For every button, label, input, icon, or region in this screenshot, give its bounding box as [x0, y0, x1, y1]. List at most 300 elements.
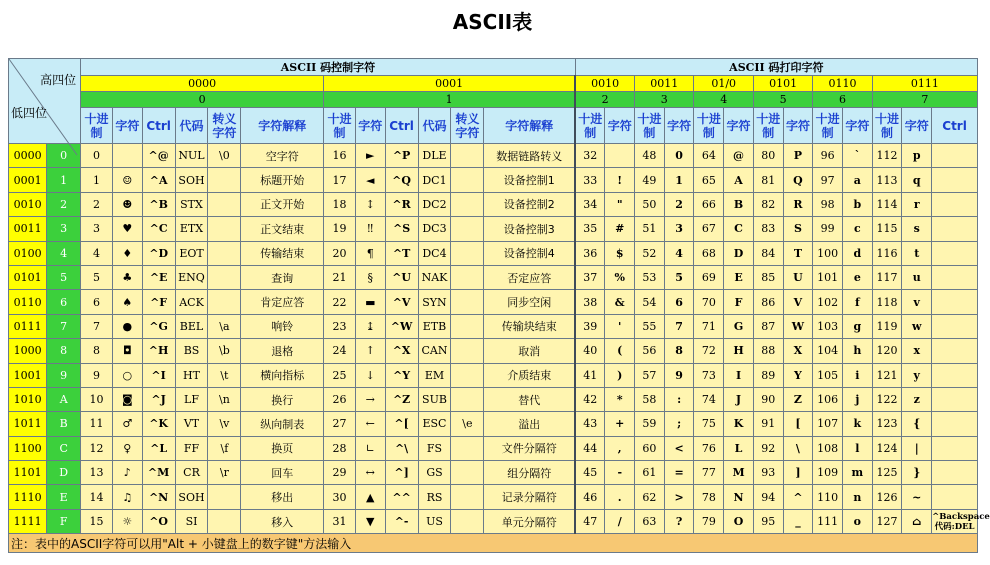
- row-hex-label: B: [47, 412, 81, 436]
- table-row: [9, 339, 978, 363]
- cell-dec: 66: [694, 192, 724, 216]
- cell-char: ↔: [355, 461, 385, 485]
- cell-char: e: [843, 265, 873, 289]
- cell-code: DC2: [418, 192, 451, 216]
- cell-char: ): [605, 363, 635, 387]
- cell-dec: 101: [813, 265, 843, 289]
- cell-dec: 100: [813, 241, 843, 265]
- cell-char: 2: [664, 192, 694, 216]
- cell-code: ESC: [418, 412, 451, 436]
- cell-ctrl: ^Backspace 代码:DEL: [932, 509, 978, 533]
- cell-ctrl: ^J: [142, 387, 175, 411]
- cell-char: a: [843, 168, 873, 192]
- cell-ctrl: ^G: [142, 314, 175, 338]
- cell-escape: [208, 265, 241, 289]
- cell-code: ETB: [418, 314, 451, 338]
- cell-dec: 14: [81, 485, 113, 509]
- row-hex-label: 6: [47, 290, 81, 314]
- cell-dec: 11: [81, 412, 113, 436]
- table-corner-header: [9, 59, 81, 144]
- cell-char: z: [902, 387, 932, 411]
- ascii-table: [8, 58, 990, 553]
- cell-escape: \n: [208, 387, 241, 411]
- cell-dec: 92: [753, 436, 783, 460]
- cell-char: &: [605, 290, 635, 314]
- col-header-char: 字符: [112, 108, 142, 144]
- cell-dec: 49: [635, 168, 665, 192]
- dec-group-header: 3: [635, 92, 694, 108]
- row-binary-label: 1110: [9, 485, 47, 509]
- cell-char: 7: [664, 314, 694, 338]
- cell-char: ☻: [112, 192, 142, 216]
- cell-dec: 35: [575, 217, 605, 241]
- cell-dec: 99: [813, 217, 843, 241]
- cell-char: y: [902, 363, 932, 387]
- cell-dec: 43: [575, 412, 605, 436]
- cell-dec: 63: [635, 509, 665, 533]
- cell-char: =: [664, 461, 694, 485]
- row-hex-label: E: [47, 485, 81, 509]
- cell-char: +: [605, 412, 635, 436]
- cell-dec: 55: [635, 314, 665, 338]
- cell-escape: [451, 265, 484, 289]
- dec-group-header: 2: [575, 92, 634, 108]
- cell-char: ▬: [355, 290, 385, 314]
- cell-char: Q: [783, 168, 813, 192]
- cell-char: j: [843, 387, 873, 411]
- row-binary-label: 1000: [9, 339, 47, 363]
- cell-dec: 74: [694, 387, 724, 411]
- cell-escape: [451, 485, 484, 509]
- cell-code: ETX: [175, 217, 208, 241]
- cell-escape: [451, 217, 484, 241]
- cell-ctrl: ^Y: [385, 363, 418, 387]
- col-header-ctrl: Ctrl: [932, 108, 978, 144]
- cell-char: K: [724, 412, 754, 436]
- col-header-dec: 十进制: [694, 108, 724, 144]
- cell-dec: 45: [575, 461, 605, 485]
- cell-dec: 44: [575, 436, 605, 460]
- cell-desc: 传输块结束: [484, 314, 575, 338]
- cell-escape: \r: [208, 461, 241, 485]
- cell-dec: 47: [575, 509, 605, 533]
- cell-code: DC4: [418, 241, 451, 265]
- cell-dec: 54: [635, 290, 665, 314]
- cell-char: 6: [664, 290, 694, 314]
- cell-desc: 否定应答: [484, 265, 575, 289]
- cell-dec: 3: [81, 217, 113, 241]
- cell-desc: 设备控制2: [484, 192, 575, 216]
- cell-escape: [451, 241, 484, 265]
- cell-ctrl: ^X: [385, 339, 418, 363]
- cell-dec: 8: [81, 339, 113, 363]
- cell-char: N: [724, 485, 754, 509]
- cell-escape: [451, 387, 484, 411]
- cell-char: ~: [902, 485, 932, 509]
- cell-dec: 94: [753, 485, 783, 509]
- cell-ctrl: ^\: [385, 436, 418, 460]
- cell-ctrl: ^U: [385, 265, 418, 289]
- cell-dec: 70: [694, 290, 724, 314]
- cell-dec: 127: [872, 509, 902, 533]
- cell-char: V: [783, 290, 813, 314]
- cell-desc: 记录分隔符: [484, 485, 575, 509]
- cell-char: P: [783, 144, 813, 168]
- row-binary-label: 0011: [9, 217, 47, 241]
- cell-dec: 52: [635, 241, 665, 265]
- cell-escape: \0: [208, 144, 241, 168]
- cell-char: n: [843, 485, 873, 509]
- footnote: 注：表中的ASCII字符可以用"Alt + 小键盘上的数字键"方法输入: [9, 534, 978, 553]
- cell-code: SOH: [175, 485, 208, 509]
- cell-code: EOT: [175, 241, 208, 265]
- col-header-dec: 十进制: [753, 108, 783, 144]
- cell-dec: 88: [753, 339, 783, 363]
- hex-group-header: 0010: [575, 76, 634, 92]
- cell-dec: 31: [324, 509, 356, 533]
- row-hex-label: 3: [47, 217, 81, 241]
- cell-ctrl: ^C: [142, 217, 175, 241]
- cell-char: (: [605, 339, 635, 363]
- cell-escape: [451, 461, 484, 485]
- cell-desc: 退格: [241, 339, 324, 363]
- cell-char: -: [605, 461, 635, 485]
- cell-dec: 84: [753, 241, 783, 265]
- row-hex-label: 9: [47, 363, 81, 387]
- table-row: [9, 144, 978, 168]
- cell-char: r: [902, 192, 932, 216]
- cell-char: [: [783, 412, 813, 436]
- cell-desc: 移入: [241, 509, 324, 533]
- row-binary-label: 0111: [9, 314, 47, 338]
- row-binary-label: 0110: [9, 290, 47, 314]
- group-header-printable: ASCII 码打印字符: [575, 59, 977, 76]
- cell-code: DC1: [418, 168, 451, 192]
- cell-code: VT: [175, 412, 208, 436]
- cell-char: ☺: [112, 168, 142, 192]
- cell-escape: [208, 217, 241, 241]
- cell-desc: 正文结束: [241, 217, 324, 241]
- cell-desc: 数据链路转义: [484, 144, 575, 168]
- cell-escape: [451, 314, 484, 338]
- cell-char: B: [724, 192, 754, 216]
- cell-ctrl: ^B: [142, 192, 175, 216]
- row-binary-label: 0010: [9, 192, 47, 216]
- cell-dec: 29: [324, 461, 356, 485]
- cell-dec: 111: [813, 509, 843, 533]
- cell-dec: 15: [81, 509, 113, 533]
- cell-char: T: [783, 241, 813, 265]
- cell-char: ▼: [355, 509, 385, 533]
- cell-dec: 122: [872, 387, 902, 411]
- col-header-char: 字符: [724, 108, 754, 144]
- cell-char: !: [605, 168, 635, 192]
- cell-dec: 39: [575, 314, 605, 338]
- hex-group-header: 0101: [753, 76, 812, 92]
- cell-char: %: [605, 265, 635, 289]
- cell-ctrl: ^Z: [385, 387, 418, 411]
- cell-char: [605, 144, 635, 168]
- cell-dec: 72: [694, 339, 724, 363]
- table-row: [9, 217, 978, 241]
- cell-escape: [451, 339, 484, 363]
- cell-ctrl: ^A: [142, 168, 175, 192]
- cell-ctrl: ^T: [385, 241, 418, 265]
- table-row: [9, 412, 978, 436]
- cell-dec: 105: [813, 363, 843, 387]
- cell-ctrl: ^V: [385, 290, 418, 314]
- cell-char: ←: [355, 412, 385, 436]
- cell-ctrl: [932, 217, 978, 241]
- table-row: [9, 192, 978, 216]
- cell-dec: 13: [81, 461, 113, 485]
- cell-dec: 81: [753, 168, 783, 192]
- col-header-dec: 十进制: [872, 108, 902, 144]
- cell-char: 1: [664, 168, 694, 192]
- cell-ctrl: [932, 192, 978, 216]
- col-header-ctrl: Ctrl: [385, 108, 418, 144]
- cell-dec: 97: [813, 168, 843, 192]
- cell-char: L: [724, 436, 754, 460]
- table-row: [9, 485, 978, 509]
- cell-char: H: [724, 339, 754, 363]
- cell-char: F: [724, 290, 754, 314]
- cell-ctrl: [932, 339, 978, 363]
- cell-escape: [451, 168, 484, 192]
- cell-char: c: [843, 217, 873, 241]
- cell-desc: 换行: [241, 387, 324, 411]
- cell-dec: 24: [324, 339, 356, 363]
- cell-char: D: [724, 241, 754, 265]
- cell-char: R: [783, 192, 813, 216]
- cell-dec: 123: [872, 412, 902, 436]
- cell-char: f: [843, 290, 873, 314]
- cell-escape: \b: [208, 339, 241, 363]
- cell-code: SUB: [418, 387, 451, 411]
- cell-char: >: [664, 485, 694, 509]
- cell-dec: 61: [635, 461, 665, 485]
- cell-dec: 68: [694, 241, 724, 265]
- cell-char: _: [783, 509, 813, 533]
- col-header-escape: 转义字符: [208, 108, 241, 144]
- row-hex-label: 8: [47, 339, 81, 363]
- cell-dec: 7: [81, 314, 113, 338]
- cell-dec: 25: [324, 363, 356, 387]
- cell-char: i: [843, 363, 873, 387]
- dec-group-header: 5: [753, 92, 812, 108]
- cell-ctrl: [932, 241, 978, 265]
- cell-char: ♠: [112, 290, 142, 314]
- cell-char: ↕: [355, 192, 385, 216]
- cell-dec: 20: [324, 241, 356, 265]
- cell-dec: 124: [872, 436, 902, 460]
- table-row: [9, 509, 978, 533]
- cell-char: |: [902, 436, 932, 460]
- cell-dec: 34: [575, 192, 605, 216]
- cell-code: FS: [418, 436, 451, 460]
- col-header-char: 字符: [902, 108, 932, 144]
- cell-dec: 32: [575, 144, 605, 168]
- cell-char: 9: [664, 363, 694, 387]
- row-binary-label: 1010: [9, 387, 47, 411]
- cell-dec: 118: [872, 290, 902, 314]
- cell-ctrl: ^S: [385, 217, 418, 241]
- cell-char: `: [843, 144, 873, 168]
- cell-char: <: [664, 436, 694, 460]
- col-header-dec: 十进制: [635, 108, 665, 144]
- cell-dec: 33: [575, 168, 605, 192]
- table-row: [9, 290, 978, 314]
- table-row: [9, 387, 978, 411]
- cell-char: ♪: [112, 461, 142, 485]
- cell-ctrl: ^@: [142, 144, 175, 168]
- cell-char: p: [902, 144, 932, 168]
- row-binary-label: 1100: [9, 436, 47, 460]
- cell-dec: 6: [81, 290, 113, 314]
- cell-dec: 64: [694, 144, 724, 168]
- cell-desc: 单元分隔符: [484, 509, 575, 533]
- col-header-code: 代码: [418, 108, 451, 144]
- cell-desc: 介质结束: [484, 363, 575, 387]
- cell-char: v: [902, 290, 932, 314]
- cell-dec: 62: [635, 485, 665, 509]
- cell-dec: 107: [813, 412, 843, 436]
- cell-dec: 103: [813, 314, 843, 338]
- cell-code: BS: [175, 339, 208, 363]
- cell-ctrl: ^F: [142, 290, 175, 314]
- cell-ctrl: ^H: [142, 339, 175, 363]
- cell-char: ': [605, 314, 635, 338]
- cell-desc: 回车: [241, 461, 324, 485]
- high-nibble-label: 高四位: [40, 73, 77, 87]
- cell-ctrl: ^P: [385, 144, 418, 168]
- cell-dec: 80: [753, 144, 783, 168]
- row-hex-label: 7: [47, 314, 81, 338]
- cell-desc: 传输结束: [241, 241, 324, 265]
- cell-desc: 设备控制4: [484, 241, 575, 265]
- cell-ctrl: ^D: [142, 241, 175, 265]
- cell-escape: [208, 168, 241, 192]
- cell-dec: 58: [635, 387, 665, 411]
- cell-char: ☼: [112, 509, 142, 533]
- cell-char: E: [724, 265, 754, 289]
- col-header-dec: 十进制: [813, 108, 843, 144]
- row-binary-label: 0101: [9, 265, 47, 289]
- cell-code: ENQ: [175, 265, 208, 289]
- cell-dec: 110: [813, 485, 843, 509]
- cell-dec: 114: [872, 192, 902, 216]
- cell-char: h: [843, 339, 873, 363]
- cell-char: X: [783, 339, 813, 363]
- cell-dec: 115: [872, 217, 902, 241]
- row-hex-label: 1: [47, 168, 81, 192]
- cell-code: EM: [418, 363, 451, 387]
- cell-char: U: [783, 265, 813, 289]
- row-hex-label: 2: [47, 192, 81, 216]
- row-hex-label: 4: [47, 241, 81, 265]
- cell-dec: 46: [575, 485, 605, 509]
- cell-char: ⌂: [902, 509, 932, 533]
- cell-dec: 83: [753, 217, 783, 241]
- cell-dec: 51: [635, 217, 665, 241]
- row-binary-label: 1101: [9, 461, 47, 485]
- cell-char: \: [783, 436, 813, 460]
- cell-dec: 59: [635, 412, 665, 436]
- cell-desc: 移出: [241, 485, 324, 509]
- cell-dec: 67: [694, 217, 724, 241]
- cell-code: SI: [175, 509, 208, 533]
- cell-dec: 91: [753, 412, 783, 436]
- cell-ctrl: [932, 144, 978, 168]
- cell-dec: 108: [813, 436, 843, 460]
- cell-desc: 纵向制表: [241, 412, 324, 436]
- cell-dec: 27: [324, 412, 356, 436]
- cell-dec: 89: [753, 363, 783, 387]
- cell-char: ,: [605, 436, 635, 460]
- cell-char: ◄: [355, 168, 385, 192]
- cell-desc: 文件分隔符: [484, 436, 575, 460]
- cell-code: LF: [175, 387, 208, 411]
- cell-dec: 119: [872, 314, 902, 338]
- cell-char: 5: [664, 265, 694, 289]
- cell-dec: 10: [81, 387, 113, 411]
- row-hex-label: C: [47, 436, 81, 460]
- cell-escape: [208, 485, 241, 509]
- cell-char: →: [355, 387, 385, 411]
- cell-char: b: [843, 192, 873, 216]
- cell-char: ": [605, 192, 635, 216]
- hex-group-header: 0011: [635, 76, 694, 92]
- col-header-ctrl: Ctrl: [142, 108, 175, 144]
- cell-ctrl: [932, 461, 978, 485]
- cell-ctrl: ^N: [142, 485, 175, 509]
- hex-group-header: 0111: [872, 76, 977, 92]
- cell-escape: \e: [451, 412, 484, 436]
- cell-char: O: [724, 509, 754, 533]
- table-row: [9, 436, 978, 460]
- cell-desc: 设备控制3: [484, 217, 575, 241]
- hex-group-header: 0000: [81, 76, 324, 92]
- col-header-escape: 转义字符: [451, 108, 484, 144]
- cell-dec: 1: [81, 168, 113, 192]
- cell-ctrl: ^R: [385, 192, 418, 216]
- cell-char: ♀: [112, 436, 142, 460]
- cell-char: ◙: [112, 387, 142, 411]
- cell-dec: 96: [813, 144, 843, 168]
- cell-char: g: [843, 314, 873, 338]
- table-row: [9, 461, 978, 485]
- cell-ctrl: [932, 412, 978, 436]
- cell-dec: 28: [324, 436, 356, 460]
- cell-dec: 71: [694, 314, 724, 338]
- cell-escape: [208, 290, 241, 314]
- cell-char: Z: [783, 387, 813, 411]
- col-header-char: 字符: [664, 108, 694, 144]
- cell-code: ACK: [175, 290, 208, 314]
- cell-char: ▲: [355, 485, 385, 509]
- table-row: [9, 241, 978, 265]
- cell-char: 8: [664, 339, 694, 363]
- cell-dec: 26: [324, 387, 356, 411]
- cell-dec: 78: [694, 485, 724, 509]
- cell-char: m: [843, 461, 873, 485]
- col-header-desc: 字符解释: [241, 108, 324, 144]
- cell-dec: 86: [753, 290, 783, 314]
- cell-desc: 标题开始: [241, 168, 324, 192]
- cell-code: CAN: [418, 339, 451, 363]
- cell-char: ]: [783, 461, 813, 485]
- cell-dec: 79: [694, 509, 724, 533]
